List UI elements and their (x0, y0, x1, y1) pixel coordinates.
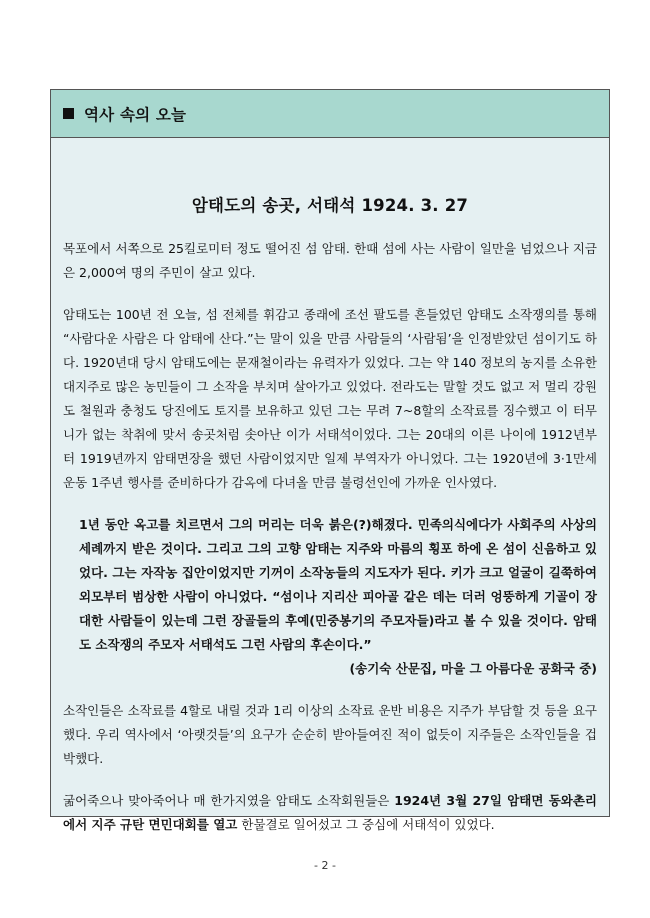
paragraph-demands: 소작인들은 소작료를 4할로 내릴 것과 1리 이상의 소작료 운반 비용은 지주가 부담할 것 등을 요구했다. 우리 역사에서 ‘아랫것들’의 요구가 순순히 받아들여진 적이 없듯이 지주들은 소작인들을 겁박했다. (63, 703, 597, 766)
section-header (51, 90, 609, 138)
uprising-highlight: 1924년 3월 27일 암태면 동와촌리에서 지주 규탄 면민대회를 열고 (63, 793, 597, 832)
paragraph-uprising (63, 789, 597, 837)
uprising-text-start: 굶어죽으나 맞아죽어나 매 한가지였을 암태도 소작회원들은 (63, 793, 395, 808)
history-today-box (50, 89, 610, 832)
page-number: - 2 - (314, 859, 336, 872)
paragraph-intro: 목포에서 서쪽으로 25킬로미터 정도 떨어진 섬 암태. 한때 섬에 사는 사람이 일만을 넘었으나 지금은 2,000여 명의 주민이 살고 있다. (63, 241, 597, 280)
paragraph-background: 암태도는 100년 전 오늘, 섬 전체를 휘감고 종래에 조선 팔도를 흔들었던 암태도 소작쟁의를 통해 “사람다운 사람은 다 암태에 산다.”는 말이 있을 만큼 사람들의 ‘사람됨’을 인정받았던 섬이기도 하다. 1920년대 당시 암태도에는 문재철이라는 유력자가 있었다. 그는 약 140 정보의 농지를 소유한 대지주로 많은 농민들이 그 소작을 부치며 살아가고 있었다. 전라도는 말할 것도 없고 저 멀리 강원도 철원과 충청도 당진에도 토지를 보유하고 있던 그는 무려 7~8할의 소작료를 징수했고 이 터무니가 없는 착취에 맞서 송곳처럼 솟아난 이가 서태석이었다. 그는 20대의 이른 나이에 1912년부터 1919년까지 암태면장을 했던 사람이었지만 일제 부역자가 아니었다. 그는 1920년에 3·1만세운동 1주년 행사를 준비하다가 감옥에 다녀올 만큼 불령선인에 가까운 인사였다. (63, 307, 597, 490)
quote-source: (송기숙 산문집, 마을 그 아름다운 공화국 중) (349, 661, 597, 676)
article-body (63, 237, 597, 855)
quote-block: 1년 동안 옥고를 치르면서 그의 머리는 더욱 붉은(?)해졌다. 민족의식에다가 사회주의 사상의 세례까지 받은 것이다. 그리고 그의 고향 암태는 지주와 마름의 횡포 하에 온 섬이 신음하고 있었다. 그는 자작농 집안이었지만 기꺼이 소작농들의 지도자가 된다. 키가 크고 얼굴이 길쭉하여 외모부터 범상한 사람이 아니었다. “섬이나 지리산 피아골 같은 데는 더러 엉뚱하게 기골이 장대한 사람들이 있는데 그런 장골들의 후예(민중봉기의 주모자들)라고 볼 수 있을 것이다. 암태도 소작쟁의 주모자 서태석도 그런 사람의 후손이다.” (79, 517, 597, 652)
black-square-icon (63, 108, 74, 119)
uprising-text-end: 한물결로 일어섰고 그 중심에 서태석이 있었다. (237, 817, 495, 832)
section-title: 역사 속의 오늘 (84, 105, 187, 124)
article-title: 암태도의 송곳, 서태석 1924. 3. 27 (191, 196, 469, 215)
